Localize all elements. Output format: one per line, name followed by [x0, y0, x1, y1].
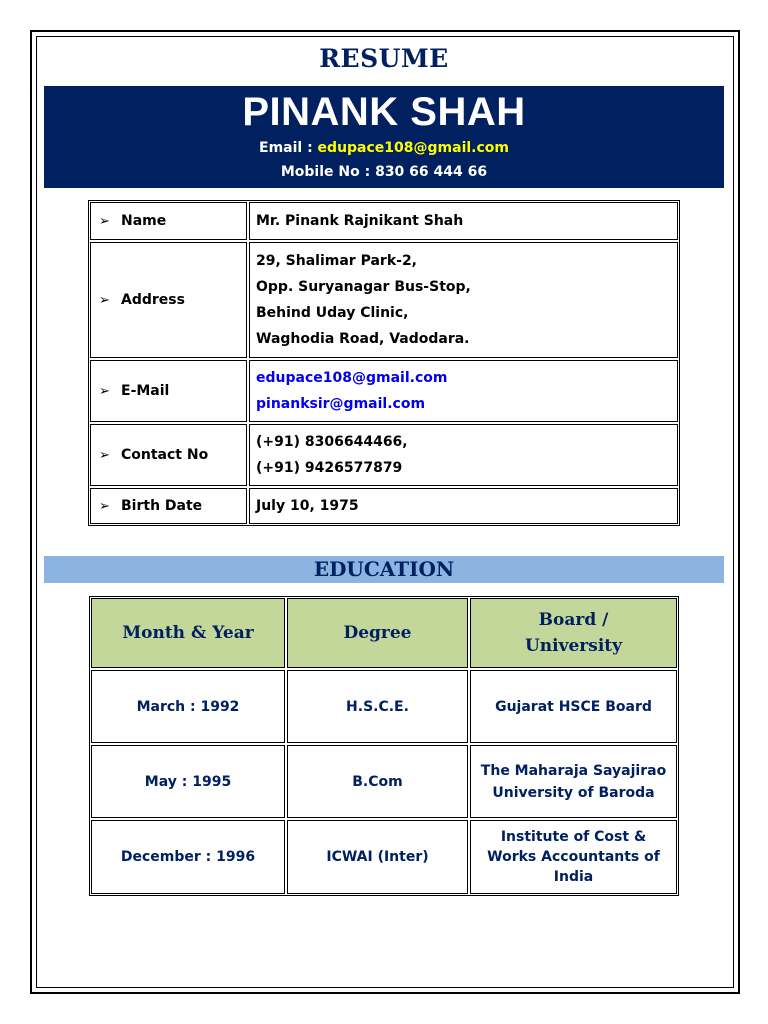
name-banner [44, 86, 724, 188]
resume-title: RESUME [319, 44, 449, 73]
phone-number: (+91) 8306644466, [256, 434, 408, 450]
edu-board: The Maharaja Sayajirao University of Baroda [470, 745, 677, 818]
arrow-bullet-icon: ➢ [99, 498, 110, 514]
info-row-contact [90, 424, 678, 486]
info-label: Contact No [121, 447, 209, 463]
info-value-cell [249, 202, 678, 240]
personal-info-table [88, 200, 680, 526]
info-label-cell [90, 424, 247, 486]
candidate-name: PINANK SHAH [242, 90, 526, 134]
name-value: Mr. Pinank Rajnikant Shah [256, 213, 464, 229]
info-label: Birth Date [121, 498, 203, 514]
edu-date: May : 1995 [91, 745, 285, 818]
edu-degree: B.Com [287, 745, 468, 818]
column-header: Board / University [470, 598, 677, 668]
email-label: Email : [259, 140, 318, 156]
info-label-cell [90, 360, 247, 422]
address-line: Opp. Suryanagar Bus-Stop, [256, 279, 471, 295]
table-row [91, 745, 677, 818]
column-header: Month & Year [91, 598, 285, 668]
info-label: E-Mail [121, 383, 170, 399]
info-row-address [90, 242, 678, 358]
edu-date: December : 1996 [91, 820, 285, 894]
info-label: Address [121, 292, 185, 308]
arrow-bullet-icon: ➢ [99, 383, 110, 399]
column-header: Degree [287, 598, 468, 668]
info-row-email [90, 360, 678, 422]
arrow-bullet-icon: ➢ [99, 447, 110, 463]
banner-email-line [44, 136, 724, 160]
info-row-name [90, 202, 678, 240]
info-value-cell [249, 488, 678, 524]
info-label-cell [90, 242, 247, 358]
info-value-cell [249, 242, 678, 358]
info-label: Name [121, 213, 167, 229]
edu-date: March : 1992 [91, 670, 285, 743]
education-table [89, 596, 679, 896]
edu-degree: H.S.C.E. [287, 670, 468, 743]
address-line: Behind Uday Clinic, [256, 305, 409, 321]
table-header-row [91, 598, 677, 668]
birth-date-value: July 10, 1975 [256, 498, 359, 514]
email-link[interactable]: edupace108@gmail.com [317, 140, 509, 156]
edu-degree: ICWAI (Inter) [287, 820, 468, 894]
email-link[interactable]: pinanksir@gmail.com [256, 396, 426, 412]
edu-board: Gujarat HSCE Board [470, 670, 677, 743]
arrow-bullet-icon: ➢ [99, 292, 110, 308]
table-row [91, 670, 677, 743]
info-row-birth-date [90, 488, 678, 524]
banner-mobile-line: Mobile No : 830 66 444 66 [280, 164, 488, 180]
info-label-cell [90, 202, 247, 240]
info-value-cell [249, 360, 678, 422]
edu-board: Institute of Cost & Works Accountants of India [470, 820, 677, 894]
address-line: 29, Shalimar Park-2, [256, 253, 417, 269]
info-label-cell [90, 488, 247, 524]
address-line: Waghodia Road, Vadodara. [256, 331, 470, 347]
phone-number: (+91) 9426577879 [256, 460, 403, 476]
email-link[interactable]: edupace108@gmail.com [256, 370, 448, 386]
arrow-bullet-icon: ➢ [99, 213, 110, 229]
education-heading: EDUCATION [44, 556, 724, 583]
info-value-cell [249, 424, 678, 486]
table-row [91, 820, 677, 894]
